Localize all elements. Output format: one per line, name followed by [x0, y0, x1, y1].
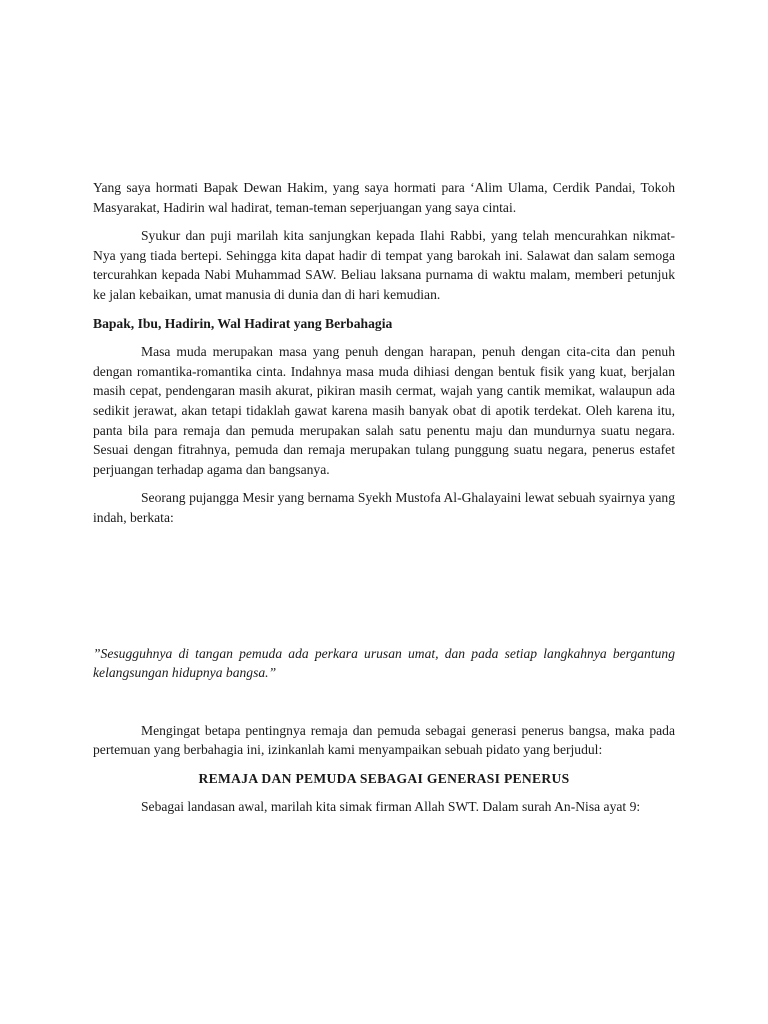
closing-paragraph: Sebagai landasan awal, marilah kita simak firman Allah SWT. Dalam surah An-Nisa ayat 9:	[141, 799, 641, 815]
youth-paragraph: Masa muda merupakan masa yang penuh dengan harapan, penuh dengan cita-cita dan penuh dengan romantika-romantika cinta. Indahnya masa muda dihiasi dengan bentuk fisik yang kuat, berjalan masih cepat, pendengaran masih akurat, pikiran masih cermat, wajah yang cantik memikat, walaupun ada sedikit jerawat, akan tetapi tidaklah gawat karena masih banyak obat di apotik terdekat. Oleh karena itu, panta bila para remaja dan pemuda merupakan salah satu penentu maju dan mundurnya suatu negara. Sesuai dengan fitrahnya, pemuda dan remaja merupakan tulang punggung suatu negara, penerus estafet perjuangan terhadap agama dan bangsanya.	[93, 344, 675, 477]
intro-paragraph: Mengingat betapa pentingnya remaja dan pemuda sebagai generasi penerus bangsa, maka pada pertemuan yang berbahagia ini, izinkanlah kami menyampaikan sebuah pidato yang berjudul:	[93, 722, 675, 758]
address-heading: Bapak, Ibu, Hadirin, Wal Hadirat yang Berbahagia	[93, 315, 393, 331]
opening-paragraph: Syukur dan puji marilah kita sanjungkan kepada Ilahi Rabbi, yang telah mencurahkan nikmat-Nya yang tiada bertepi. Sehingga kita dapat hadir di tempat yang barokah ini. Salawat dan salam semoga tercurahkan kepada Nabi Muhammad SAW. Beliau laksana purnama di waktu malam, memberi petunjuk ke jalan kebaikan, umat manusia di dunia dan di hari kemudian.	[93, 228, 675, 302]
document-page	[93, 178, 675, 826]
spacer	[93, 537, 675, 644]
poet-paragraph: Seorang pujangga Mesir yang bernama Syekh Mustofa Al-Ghalayaini lewat sebuah syairnya yang indah, berkata:	[93, 490, 675, 525]
quote-paragraph: ”Sesugguhnya di tangan pemuda ada perkara urusan umat, dan pada setiap langkahnya bergantung kelangsungan hidupnya bangsa.”	[93, 645, 675, 681]
speech-title: REMAJA DAN PEMUDA SEBAGAI GENERASI PENERUS	[198, 770, 570, 786]
greeting-paragraph: Yang saya hormati Bapak Dewan Hakim, yang saya hormati para ‘Alim Ulama, Cerdik Pandai, Tokoh Masyarakat, Hadirin wal hadirat, teman-teman seperjuangan yang saya cintai.	[93, 180, 675, 215]
spacer	[93, 683, 675, 721]
